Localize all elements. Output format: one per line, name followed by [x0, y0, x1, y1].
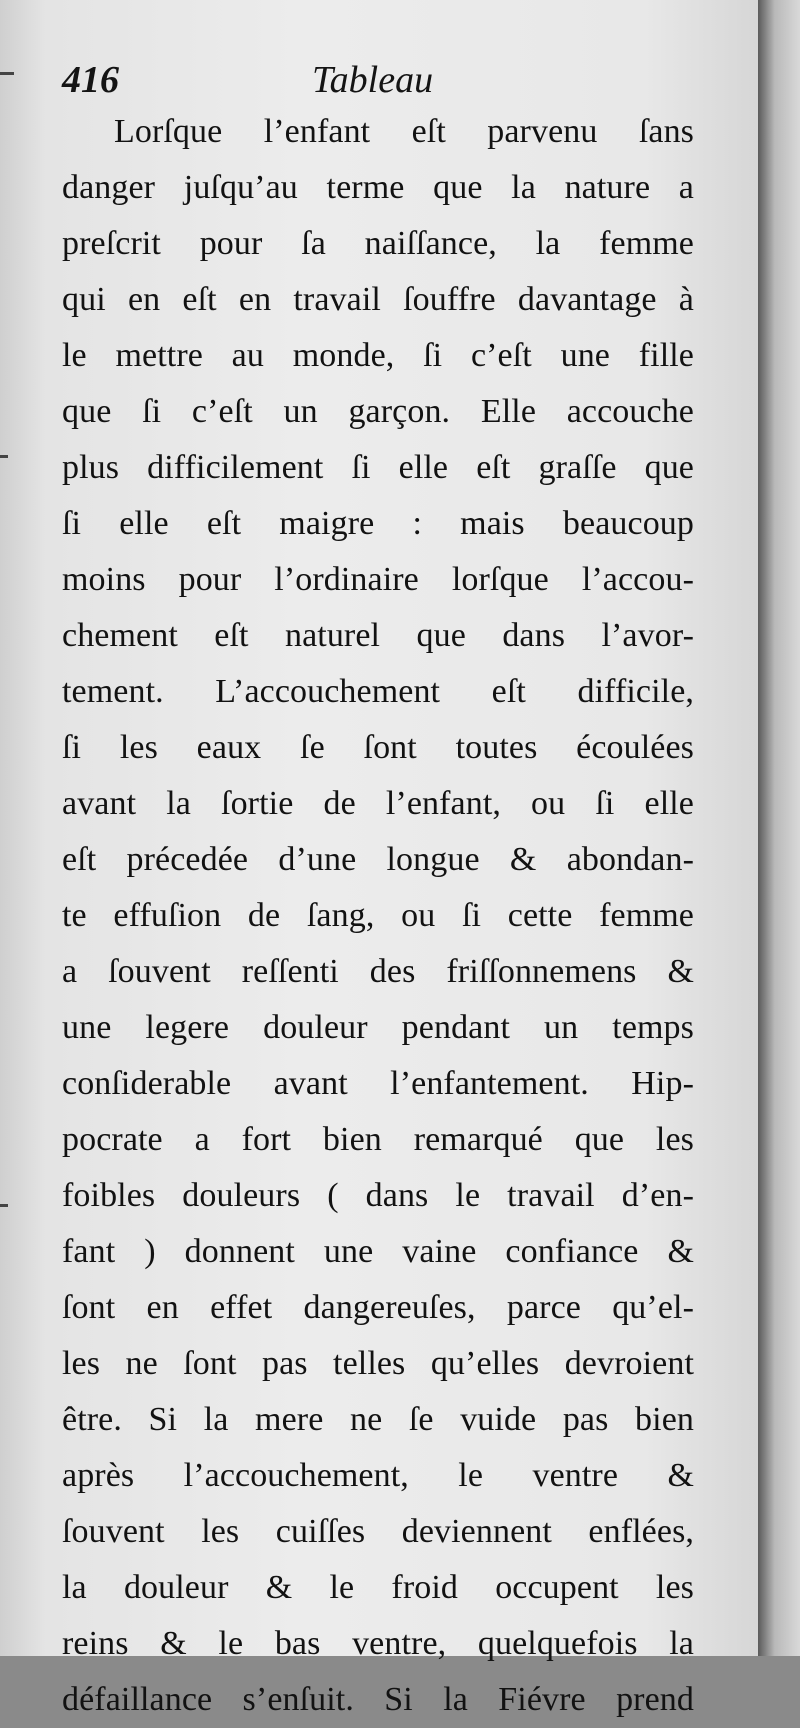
text-line: avant la ſortie de l’enfant, ou ſi elle: [62, 785, 694, 822]
text-line: après l’accouchement, le ventre &: [62, 1457, 694, 1494]
text-line: fant ) donnent une vaine confiance &: [62, 1233, 694, 1270]
margin-mark: [0, 72, 14, 75]
text-line: que ſi c’eſt un garçon. Elle accouche: [62, 393, 694, 430]
text-line: les ne ſont pas telles qu’elles devroient: [62, 1345, 694, 1382]
text-line: te effuſion de ſang, ou ſi cette femme: [62, 897, 694, 934]
text-line: ſouvent les cuiſſes deviennent enflées,: [62, 1513, 694, 1550]
text-line: a ſouvent reſſenti des friſſonnemens &: [62, 953, 694, 990]
running-title: Tableau: [312, 59, 434, 101]
text-line: ſi les eaux ſe ſont toutes écoulées: [62, 729, 694, 766]
text-line: reins & le bas ventre, quelquefois la: [62, 1625, 694, 1662]
text-line: conſiderable avant l’enfantement. Hip-: [62, 1065, 694, 1102]
text-line: eſt précedée d’une longue & abondan-: [62, 841, 694, 878]
text-line: ſont en effet dangereuſes, parce qu’el-: [62, 1289, 694, 1326]
text-line: le mettre au monde, ſi c’eſt une fille: [62, 337, 694, 374]
text-line: pocrate a fort bien remarqué que les: [62, 1121, 694, 1158]
body-text: [62, 104, 694, 1728]
text-line: la douleur & le froid occupent les: [62, 1569, 694, 1606]
text-line: ſi elle eſt maigre : mais beaucoup: [62, 505, 694, 542]
scan-edge: [758, 0, 800, 1656]
text-line: Lorſque l’enfant eſt parvenu ſans: [114, 113, 694, 150]
text-line: chement eſt naturel que dans l’avor-: [62, 617, 694, 654]
page-number: 416: [62, 59, 119, 101]
text-line: une legere douleur pendant un temps: [62, 1009, 694, 1046]
text-line: défaillance s’enſuit. Si la Fiévre prend: [62, 1681, 694, 1718]
margin-mark: [0, 1204, 8, 1207]
page-header: [62, 52, 702, 108]
text-line: plus difficilement ſi elle eſt graſſe que: [62, 449, 694, 486]
text-line: foibles douleurs ( dans le travail d’en-: [62, 1177, 694, 1214]
margin-mark: [0, 455, 8, 458]
text-line: tement. L’accouchement eſt difficile,: [62, 673, 694, 710]
text-line: preſcrit pour ſa naiſſance, la femme: [62, 225, 694, 262]
text-line: moins pour l’ordinaire lorſque l’accou-: [62, 561, 694, 598]
text-line: qui en eſt en travail ſouffre davantage à: [62, 281, 694, 318]
text-line: être. Si la mere ne ſe vuide pas bien: [62, 1401, 694, 1438]
text-line: danger juſqu’au terme que la nature a: [62, 169, 694, 206]
